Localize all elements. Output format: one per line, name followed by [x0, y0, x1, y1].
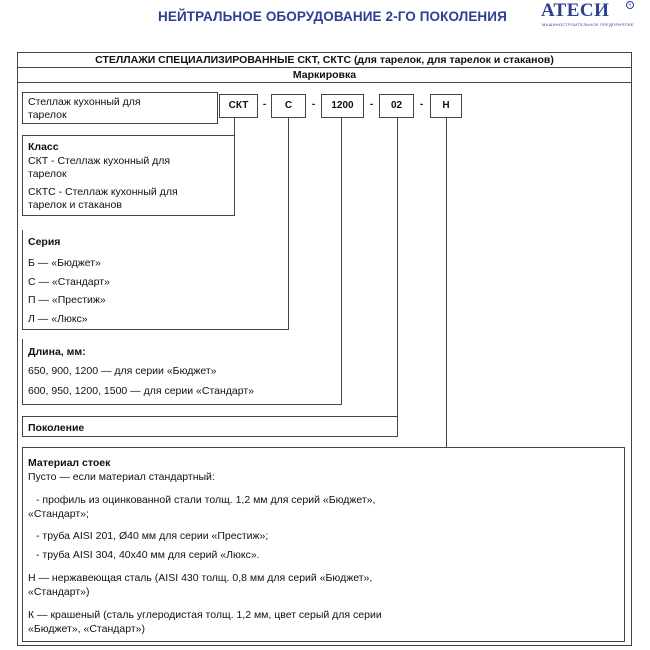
class-line: тарелок и стаканов — [28, 199, 122, 211]
generation-box — [22, 416, 398, 437]
code-material: Н — [430, 94, 462, 118]
divider — [17, 67, 632, 68]
registered-mark-icon: R — [626, 1, 634, 9]
logo-subtitle: МАШИНОСТРОИТЕЛЬНОЕ ПРЕДПРИЯТИЕ — [542, 22, 634, 27]
class-line: СКТ - Стеллаж кухонный для — [28, 155, 171, 167]
table-title: СТЕЛЛАЖИ СПЕЦИАЛИЗИРОВАННЫЕ СКТ, СКТС (для тарелок, для тарелок и стаканов) — [95, 54, 554, 66]
material-line: «Стандарт») — [28, 586, 90, 598]
logo-text: АТЕСИ — [541, 0, 610, 21]
material-line: К — крашеный (сталь углеродистая толщ. 1,2 мм, цвет серый для серии — [28, 609, 382, 621]
code-series: С — [271, 94, 306, 118]
length-title: Длина, мм: — [28, 346, 86, 358]
company-logo — [541, 0, 633, 30]
connector-line — [288, 117, 289, 230]
class-line: тарелок — [28, 168, 67, 180]
series-line: П — «Престиж» — [28, 294, 106, 306]
series-line: С — «Стандарт» — [28, 276, 110, 288]
length-line: 650, 900, 1200 — для серии «Бюджет» — [28, 365, 217, 377]
length-line: 600, 950, 1200, 1500 — для серии «Стандарт» — [28, 385, 255, 397]
connector-line — [397, 117, 398, 417]
material-line: «Стандарт»; — [28, 508, 89, 520]
series-title: Серия — [28, 236, 61, 248]
class-title: Класс — [28, 141, 59, 153]
series-box — [22, 230, 289, 330]
code-separator: - — [311, 99, 316, 110]
table-subtitle: Маркировка — [292, 69, 357, 81]
divider — [17, 82, 632, 83]
code-class: СКТ — [219, 94, 258, 118]
product-name-line: тарелок — [28, 109, 67, 121]
page-title: НЕЙТРАЛЬНОЕ ОБОРУДОВАНИЕ 2-ГО ПОКОЛЕНИЯ — [158, 9, 507, 24]
class-box — [22, 135, 235, 216]
material-line: - профиль из оцинкованной стали толщ. 1,2 мм для серий «Бюджет», — [36, 494, 376, 506]
code-separator: - — [419, 99, 424, 110]
series-line: Б — «Бюджет» — [28, 257, 101, 269]
material-line: Н — нержавеющая сталь (AISI 430 толщ. 0,8 мм для серий «Бюджет», — [28, 572, 373, 584]
product-name-line: Стеллаж кухонный для — [28, 96, 141, 108]
code-length: 1200 — [321, 94, 364, 118]
connector-line — [341, 117, 342, 339]
material-line: - труба AISI 304, 40х40 мм для серий «Люкс». — [36, 549, 260, 561]
product-name-box — [22, 92, 218, 124]
code-separator: - — [369, 99, 374, 110]
material-line: «Бюджет», «Стандарт») — [28, 623, 145, 635]
length-box — [22, 339, 342, 405]
material-line: Пусто — если материал стандартный: — [28, 471, 215, 483]
material-box — [22, 447, 625, 642]
code-generation: 02 — [379, 94, 414, 118]
material-title: Материал стоек — [28, 457, 111, 469]
material-line: - труба AISI 201, Ø40 мм для серии «Престиж»; — [36, 530, 269, 542]
connector-line — [446, 117, 447, 447]
code-separator: - — [262, 99, 267, 110]
class-line: СКТС - Стеллаж кухонный для — [28, 186, 178, 198]
series-line: Л — «Люкс» — [28, 313, 88, 325]
generation-title: Поколение — [28, 422, 85, 434]
